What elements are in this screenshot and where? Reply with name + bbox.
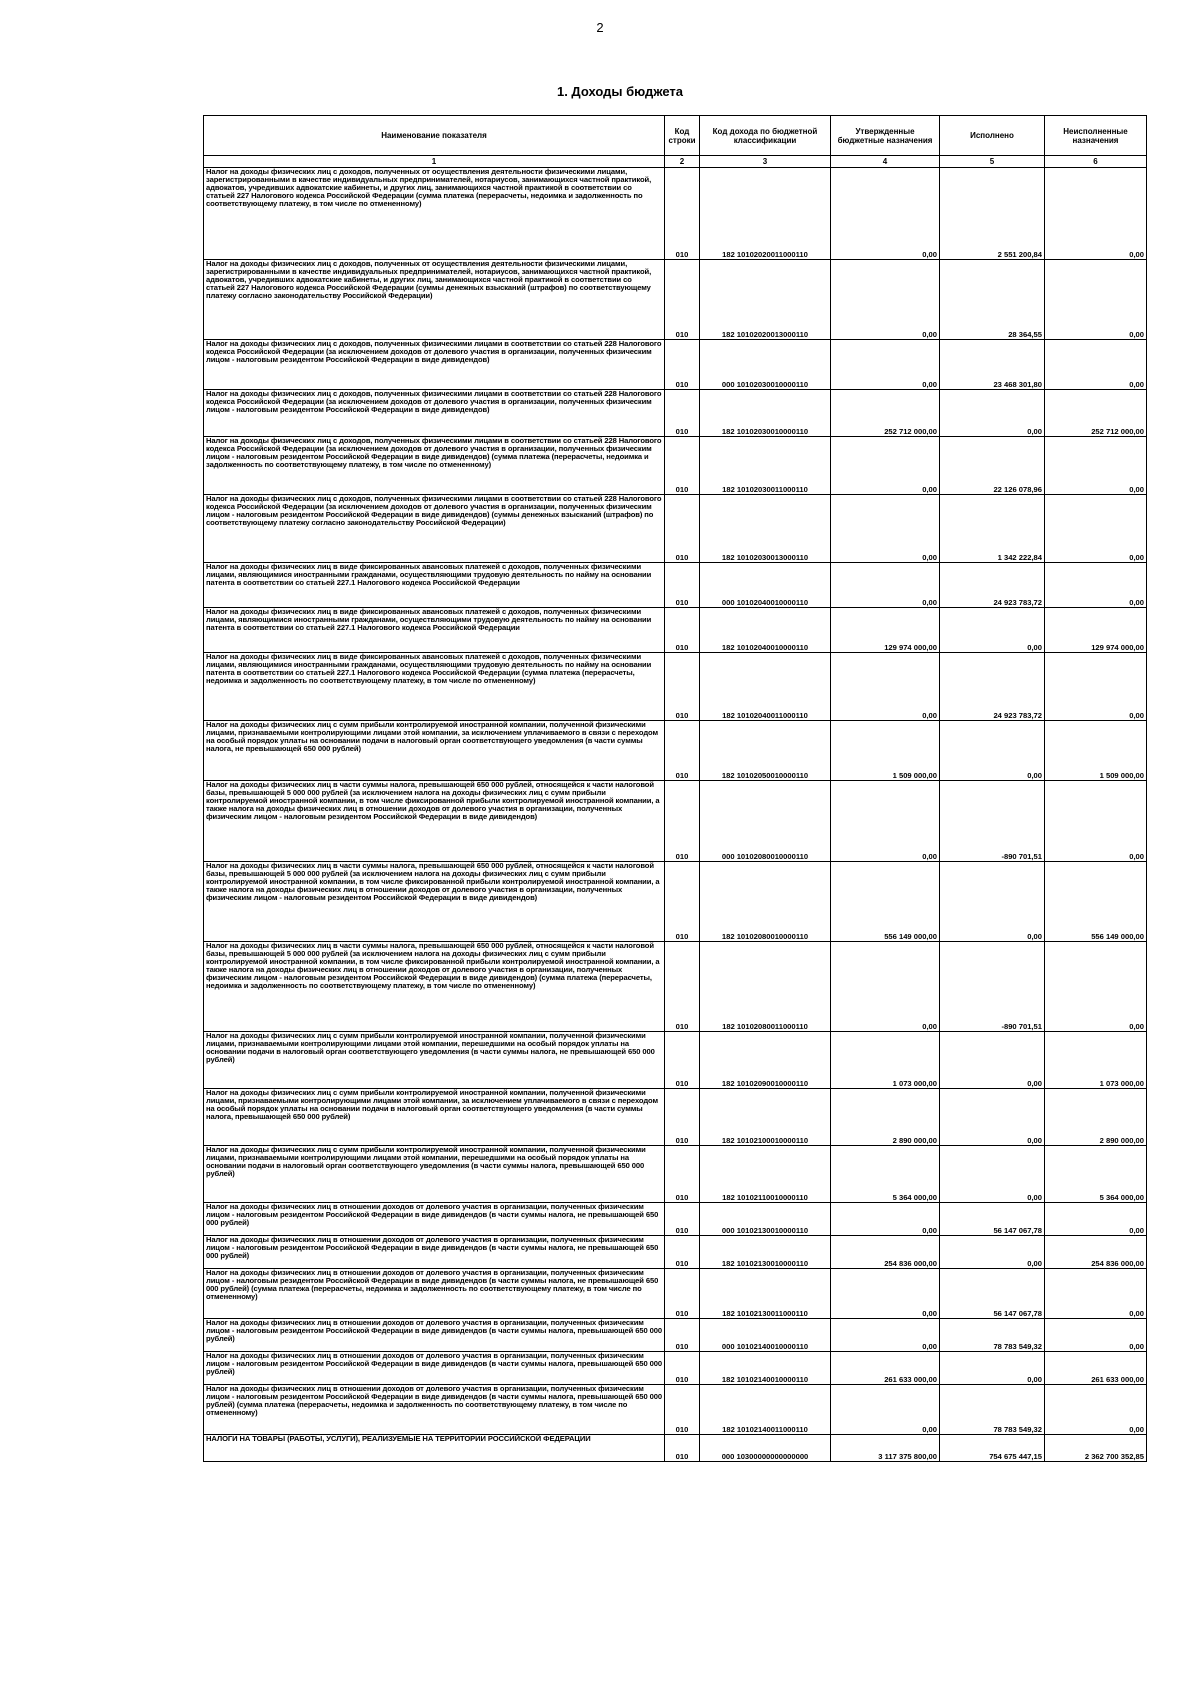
row-code-cell: 010 xyxy=(665,608,700,653)
column-number-row xyxy=(204,156,1147,168)
row-name-cell: Налог на доходы физических лиц в отношении доходов от долевого участия в организации, полученных физическим лицом - налоговым резидентом Российской Федерации в виде дивидендов (в части суммы налога, не превышающей 650 000 рублей) xyxy=(204,1236,665,1269)
row-executed-cell: 56 147 067,78 xyxy=(940,1269,1045,1319)
row-approved-cell: 261 633 000,00 xyxy=(831,1352,940,1385)
row-unexecuted-cell: 0,00 xyxy=(1045,1385,1147,1435)
table-row xyxy=(204,437,1147,495)
row-kbk-cell: 000 10102080010000110 xyxy=(700,781,831,862)
column-number: 2 xyxy=(665,156,700,168)
row-executed-cell: 0,00 xyxy=(940,1032,1045,1089)
row-kbk-cell: 182 10102020011000110 xyxy=(700,168,831,260)
row-code-cell: 010 xyxy=(665,1089,700,1146)
row-kbk-cell: 182 10102090010000110 xyxy=(700,1032,831,1089)
row-unexecuted-cell: 261 633 000,00 xyxy=(1045,1352,1147,1385)
row-executed-cell: 754 675 447,15 xyxy=(940,1435,1045,1462)
row-code-cell: 010 xyxy=(665,168,700,260)
row-code-cell: 010 xyxy=(665,1236,700,1269)
row-approved-cell: 1 509 000,00 xyxy=(831,721,940,781)
row-approved-cell: 252 712 000,00 xyxy=(831,390,940,437)
row-kbk-cell: 182 10102130011000110 xyxy=(700,1269,831,1319)
row-kbk-cell: 182 10102040011000110 xyxy=(700,653,831,721)
column-number: 4 xyxy=(831,156,940,168)
budget-revenue-table xyxy=(203,115,1147,1462)
row-executed-cell: 1 342 222,84 xyxy=(940,495,1045,563)
row-code-cell: 010 xyxy=(665,495,700,563)
row-unexecuted-cell: 0,00 xyxy=(1045,781,1147,862)
row-unexecuted-cell: 0,00 xyxy=(1045,260,1147,340)
row-approved-cell: 2 890 000,00 xyxy=(831,1089,940,1146)
row-executed-cell: 2 551 200,84 xyxy=(940,168,1045,260)
table-row xyxy=(204,721,1147,781)
row-unexecuted-cell: 254 836 000,00 xyxy=(1045,1236,1147,1269)
row-approved-cell: 0,00 xyxy=(831,437,940,495)
row-unexecuted-cell: 0,00 xyxy=(1045,340,1147,390)
row-name-cell: Налог на доходы физических лиц с доходов, полученных физическими лицами в соответствии со статьей 228 Налогового кодекса Российской Федерации (за исключением доходов от долевого участия в организации, полученных физическим лицом - налоговым резидентом Российской Федерации в виде дивидендов) xyxy=(204,340,665,390)
row-name-cell: Налог на доходы физических лиц с доходов, полученных физическими лицами в соответствии со статьей 228 Налогового кодекса Российской Федерации (за исключением доходов от долевого участия в организации, полученных физическим лицом - налоговым резидентом Российской Федерации в виде дивидендов) (сумма платежа (перерасчеты, недоимка и задолженность по соответствующему платежу, в том числе по отмененному) xyxy=(204,437,665,495)
row-kbk-cell: 182 10102130010000110 xyxy=(700,1236,831,1269)
row-executed-cell: 0,00 xyxy=(940,608,1045,653)
row-kbk-cell: 000 10102140010000110 xyxy=(700,1319,831,1352)
table-row xyxy=(204,1146,1147,1203)
row-kbk-cell: 182 10102020013000110 xyxy=(700,260,831,340)
table-row xyxy=(204,1032,1147,1089)
row-kbk-cell: 000 10102030010000110 xyxy=(700,340,831,390)
table-row xyxy=(204,862,1147,942)
row-kbk-cell: 182 10102080011000110 xyxy=(700,942,831,1032)
row-code-cell: 010 xyxy=(665,1203,700,1236)
row-approved-cell: 1 073 000,00 xyxy=(831,1032,940,1089)
page-number: 2 xyxy=(596,20,604,35)
row-unexecuted-cell: 0,00 xyxy=(1045,1319,1147,1352)
row-executed-cell: 0,00 xyxy=(940,1236,1045,1269)
row-unexecuted-cell: 556 149 000,00 xyxy=(1045,862,1147,942)
table-row xyxy=(204,942,1147,1032)
row-name-cell: Налог на доходы физических лиц в отношении доходов от долевого участия в организации, полученных физическим лицом - налоговым резидентом Российской Федерации в виде дивидендов (в части суммы налога, превышающей 650 000 рублей) xyxy=(204,1352,665,1385)
row-kbk-cell: 182 10102050010000110 xyxy=(700,721,831,781)
row-name-cell: Налог на доходы физических лиц с доходов, полученных физическими лицами в соответствии со статьей 228 Налогового кодекса Российской Федерации (за исключением доходов от долевого участия в организации, полученных физическим лицом - налоговым резидентом Российской Федерации в виде дивидендов) xyxy=(204,390,665,437)
row-unexecuted-cell: 5 364 000,00 xyxy=(1045,1146,1147,1203)
row-name-cell: Налог на доходы физических лиц с доходов, полученных от осуществления деятельности физическими лицами, зарегистрированными в качестве индивидуальных предпринимателей, нотариусов, занимающихся частной практикой, адвокатов, учредивших адвокатские кабинеты, и других лиц, занимающихся частной практикой в соответствии со статьей 227 Налогового кодекса Российской Федерации (сумма платежа (перерасчеты, недоимка и задолженность по соответствующему платежу, в том числе по отмененному) xyxy=(204,168,665,260)
column-number: 5 xyxy=(940,156,1045,168)
row-name-cell: Налог на доходы физических лиц в виде фиксированных авансовых платежей с доходов, полученных физическими лицами, являющимися иностранными гражданами, осуществляющими трудовую деятельность по найму на основании патента в соответствии со статьей 227.1 Налогового кодекса Российской Федерации xyxy=(204,608,665,653)
row-executed-cell: 24 923 783,72 xyxy=(940,563,1045,608)
row-unexecuted-cell: 0,00 xyxy=(1045,1203,1147,1236)
table-row xyxy=(204,1236,1147,1269)
row-name-cell: Налог на доходы физических лиц в виде фиксированных авансовых платежей с доходов, полученных физическими лицами, являющимися иностранными гражданами, осуществляющими трудовую деятельность по найму на основании патента в соответствии со статьей 227.1 Налогового кодекса Российской Федерации xyxy=(204,563,665,608)
table-row xyxy=(204,1269,1147,1319)
row-approved-cell: 556 149 000,00 xyxy=(831,862,940,942)
row-kbk-cell: 000 10102040010000110 xyxy=(700,563,831,608)
table-body xyxy=(204,168,1147,1462)
row-unexecuted-cell: 0,00 xyxy=(1045,653,1147,721)
row-unexecuted-cell: 252 712 000,00 xyxy=(1045,390,1147,437)
row-executed-cell: -890 701,51 xyxy=(940,781,1045,862)
row-unexecuted-cell: 0,00 xyxy=(1045,563,1147,608)
table-row xyxy=(204,168,1147,260)
row-unexecuted-cell: 0,00 xyxy=(1045,495,1147,563)
row-name-cell: Налог на доходы физических лиц с доходов, полученных от осуществления деятельности физическими лицами, зарегистрированными в качестве индивидуальных предпринимателей, нотариусов, занимающихся частной практикой, адвокатов, учредивших адвокатские кабинеты, и других лиц, занимающихся частной практикой в соответствии со статьей 227 Налогового кодекса Российской Федерации (суммы денежных взысканий (штрафов) по соответствующему платежу согласно законодательству Российской Федерации) xyxy=(204,260,665,340)
table-row xyxy=(204,495,1147,563)
row-approved-cell: 0,00 xyxy=(831,653,940,721)
row-approved-cell: 0,00 xyxy=(831,340,940,390)
header-unexecuted: Неисполненные назначения xyxy=(1045,116,1147,156)
row-approved-cell: 0,00 xyxy=(831,1203,940,1236)
row-approved-cell: 0,00 xyxy=(831,1385,940,1435)
row-kbk-cell: 182 10102030013000110 xyxy=(700,495,831,563)
row-unexecuted-cell: 0,00 xyxy=(1045,168,1147,260)
table-row xyxy=(204,563,1147,608)
table-row xyxy=(204,1203,1147,1236)
row-unexecuted-cell: 1 073 000,00 xyxy=(1045,1032,1147,1089)
row-approved-cell: 3 117 375 800,00 xyxy=(831,1435,940,1462)
row-code-cell: 010 xyxy=(665,721,700,781)
table-row xyxy=(204,608,1147,653)
row-unexecuted-cell: 1 509 000,00 xyxy=(1045,721,1147,781)
row-code-cell: 010 xyxy=(665,781,700,862)
row-approved-cell: 129 974 000,00 xyxy=(831,608,940,653)
table-row xyxy=(204,260,1147,340)
row-name-cell: Налог на доходы физических лиц в отношении доходов от долевого участия в организации, полученных физическим лицом - налоговым резидентом Российской Федерации в виде дивидендов (в части суммы налога, не превышающей 650 000 рублей) xyxy=(204,1203,665,1236)
row-code-cell: 010 xyxy=(665,563,700,608)
row-kbk-cell: 182 10102030011000110 xyxy=(700,437,831,495)
row-unexecuted-cell: 2 362 700 352,85 xyxy=(1045,1435,1147,1462)
row-code-cell: 010 xyxy=(665,260,700,340)
row-name-cell: Налог на доходы физических лиц в части суммы налога, превышающей 650 000 рублей, относящейся к части налоговой базы, превышающей 5 000 000 рублей (за исключением налога на доходы физических лиц с сумм прибыли контролируемой иностранной компании, в том числе фиксированной прибыли контролируемой иностранной компании, а также налога на доходы физических лиц в отношении доходов от долевого участия в организации, полученных физическим лицом - налоговым резидентом Российской Федерации в виде дивидендов) xyxy=(204,862,665,942)
row-name-cell: Налог на доходы физических лиц с сумм прибыли контролируемой иностранной компании, полученной физическими лицами, признаваемыми контролирующими лицами этой компании, за исключением уплачиваемого в связи с переходом на особый порядок уплаты на основании подачи в налоговый орган соответствующего уведомления (в части суммы налога, превышающей 650 000 рублей) xyxy=(204,1089,665,1146)
table-row xyxy=(204,1435,1147,1462)
row-approved-cell: 0,00 xyxy=(831,563,940,608)
row-code-cell: 010 xyxy=(665,1319,700,1352)
column-number: 6 xyxy=(1045,156,1147,168)
row-approved-cell: 5 364 000,00 xyxy=(831,1146,940,1203)
row-unexecuted-cell: 0,00 xyxy=(1045,942,1147,1032)
row-approved-cell: 0,00 xyxy=(831,495,940,563)
row-approved-cell: 0,00 xyxy=(831,1319,940,1352)
row-approved-cell: 0,00 xyxy=(831,168,940,260)
row-approved-cell: 0,00 xyxy=(831,781,940,862)
row-name-cell: Налог на доходы физических лиц в отношении доходов от долевого участия в организации, полученных физическим лицом - налоговым резидентом Российской Федерации в виде дивидендов (в части суммы налога, не превышающей 650 000 рублей) (сумма платежа (перерасчеты, недоимка и задолженность по соответствующему платежу, в том числе по отмененному) xyxy=(204,1269,665,1319)
row-executed-cell: 28 364,55 xyxy=(940,260,1045,340)
row-code-cell: 010 xyxy=(665,1385,700,1435)
row-name-cell: Налог на доходы физических лиц в виде фиксированных авансовых платежей с доходов, полученных физическими лицами, являющимися иностранными гражданами, осуществляющими трудовую деятельность по найму на основании патента в соответствии со статьей 227.1 Налогового кодекса Российской Федерации (сумма платежа (перерасчеты, недоимка и задолженность по соответствующему платежу, в том числе по отмененному) xyxy=(204,653,665,721)
row-code-cell: 010 xyxy=(665,437,700,495)
row-kbk-cell: 182 10102100010000110 xyxy=(700,1089,831,1146)
row-approved-cell: 0,00 xyxy=(831,942,940,1032)
table-row xyxy=(204,653,1147,721)
header-code: Код строки xyxy=(665,116,700,156)
table-row xyxy=(204,1352,1147,1385)
row-approved-cell: 0,00 xyxy=(831,260,940,340)
row-approved-cell: 254 836 000,00 xyxy=(831,1236,940,1269)
row-code-cell: 010 xyxy=(665,1269,700,1319)
row-executed-cell: 22 126 078,96 xyxy=(940,437,1045,495)
row-code-cell: 010 xyxy=(665,942,700,1032)
row-executed-cell: 0,00 xyxy=(940,1146,1045,1203)
row-executed-cell: 0,00 xyxy=(940,1089,1045,1146)
table-row xyxy=(204,1385,1147,1435)
header-kbk: Код дохода по бюджетной классификации xyxy=(700,116,831,156)
row-executed-cell: 78 783 549,32 xyxy=(940,1385,1045,1435)
row-code-cell: 010 xyxy=(665,653,700,721)
row-kbk-cell: 182 10102030010000110 xyxy=(700,390,831,437)
table-row xyxy=(204,1089,1147,1146)
row-executed-cell: 0,00 xyxy=(940,390,1045,437)
row-name-cell: Налог на доходы физических лиц в отношении доходов от долевого участия в организации, полученных физическим лицом - налоговым резидентом Российской Федерации в виде дивидендов (в части суммы налога, превышающей 650 000 рублей) (сумма платежа (перерасчеты, недоимка и задолженность по соответствующему платежу, в том числе по отмененному) xyxy=(204,1385,665,1435)
row-executed-cell: 23 468 301,80 xyxy=(940,340,1045,390)
row-kbk-cell: 182 10102140010000110 xyxy=(700,1352,831,1385)
row-name-cell: Налог на доходы физических лиц с доходов, полученных физическими лицами в соответствии со статьей 228 Налогового кодекса Российской Федерации (за исключением доходов от долевого участия в организации, полученных физическим лицом - налоговым резидентом Российской Федерации в виде дивидендов) (суммы денежных взысканий (штрафов) по соответствующему платежу согласно законодательству Российской Федерации) xyxy=(204,495,665,563)
column-number: 1 xyxy=(204,156,665,168)
row-executed-cell: 0,00 xyxy=(940,1352,1045,1385)
table-header-row xyxy=(204,116,1147,156)
row-code-cell: 010 xyxy=(665,340,700,390)
row-name-cell: Налог на доходы физических лиц в части суммы налога, превышающей 650 000 рублей, относящейся к части налоговой базы, превышающей 5 000 000 рублей (за исключением налога на доходы физических лиц с сумм прибыли контролируемой иностранной компании, в том числе фиксированной прибыли контролируемой иностранной компании, а также налога на доходы физических лиц в отношении доходов от долевого участия в организации, полученных физическим лицом - налоговым резидентом Российской Федерации в виде дивидендов) (сумма платежа (перерасчеты, недоимка и задолженность по соответствующему платежу, в том числе по отмененному) xyxy=(204,942,665,1032)
row-executed-cell: 24 923 783,72 xyxy=(940,653,1045,721)
row-name-cell: Налог на доходы физических лиц с сумм прибыли контролируемой иностранной компании, полученной физическими лицами, признаваемыми контролирующими лицами этой компании, перешедшими на особый порядок уплаты на основании подачи в налоговый орган соответствующего уведомления (в части суммы налога, не превышающей 650 000 рублей) xyxy=(204,1032,665,1089)
row-code-cell: 010 xyxy=(665,1352,700,1385)
header-approved: Утвержденные бюджетные назначения xyxy=(831,116,940,156)
row-name-cell: Налог на доходы физических лиц с сумм прибыли контролируемой иностранной компании, полученной физическими лицами, признаваемыми контролирующими лицами этой компании, перешедшими на особый порядок уплаты на основании подачи в налоговый орган соответствующего уведомления (в части суммы налога, превышающей 650 000 рублей) xyxy=(204,1146,665,1203)
table-row xyxy=(204,340,1147,390)
row-name-cell: Налог на доходы физических лиц в части суммы налога, превышающей 650 000 рублей, относящейся к части налоговой базы, превышающей 5 000 000 рублей (за исключением налога на доходы физических лиц с сумм прибыли контролируемой иностранной компании, в том числе фиксированной прибыли контролируемой иностранной компании, а также налога на доходы физических лиц в отношении доходов от долевого участия в организации, полученных физическим лицом - налоговым резидентом Российской Федерации в виде дивидендов) xyxy=(204,781,665,862)
row-name-cell: Налог на доходы физических лиц с сумм прибыли контролируемой иностранной компании, полученной физическими лицами, признаваемыми контролирующими лицами этой компании, за исключением уплачиваемого в связи с переходом на особый порядок уплаты на основании подачи в налоговый орган соответствующего уведомления (в части суммы налога, не превышающей 650 000 рублей) xyxy=(204,721,665,781)
row-code-cell: 010 xyxy=(665,1032,700,1089)
row-kbk-cell: 182 10102040010000110 xyxy=(700,608,831,653)
section-title: 1. Доходы бюджета xyxy=(556,84,684,99)
column-number: 3 xyxy=(700,156,831,168)
row-unexecuted-cell: 2 890 000,00 xyxy=(1045,1089,1147,1146)
row-code-cell: 010 xyxy=(665,862,700,942)
row-approved-cell: 0,00 xyxy=(831,1269,940,1319)
row-code-cell: 010 xyxy=(665,1146,700,1203)
row-unexecuted-cell: 0,00 xyxy=(1045,1269,1147,1319)
row-name-cell: Налог на доходы физических лиц в отношении доходов от долевого участия в организации, полученных физическим лицом - налоговым резидентом Российской Федерации в виде дивидендов (в части суммы налога, превышающей 650 000 рублей) xyxy=(204,1319,665,1352)
header-executed: Исполнено xyxy=(940,116,1045,156)
row-kbk-cell: 182 10102110010000110 xyxy=(700,1146,831,1203)
row-kbk-cell: 000 10300000000000000 xyxy=(700,1435,831,1462)
table-row xyxy=(204,1319,1147,1352)
table-row xyxy=(204,390,1147,437)
row-unexecuted-cell: 129 974 000,00 xyxy=(1045,608,1147,653)
row-kbk-cell: 182 10102080010000110 xyxy=(700,862,831,942)
row-executed-cell: 0,00 xyxy=(940,721,1045,781)
row-unexecuted-cell: 0,00 xyxy=(1045,437,1147,495)
row-kbk-cell: 182 10102140011000110 xyxy=(700,1385,831,1435)
header-name: Наименование показателя xyxy=(204,116,665,156)
row-executed-cell: 0,00 xyxy=(940,862,1045,942)
row-executed-cell: -890 701,51 xyxy=(940,942,1045,1032)
row-code-cell: 010 xyxy=(665,1435,700,1462)
row-executed-cell: 78 783 549,32 xyxy=(940,1319,1045,1352)
table-row xyxy=(204,781,1147,862)
row-kbk-cell: 000 10102130010000110 xyxy=(700,1203,831,1236)
row-executed-cell: 56 147 067,78 xyxy=(940,1203,1045,1236)
row-name-cell: НАЛОГИ НА ТОВАРЫ (РАБОТЫ, УСЛУГИ), РЕАЛИЗУЕМЫЕ НА ТЕРРИТОРИИ РОССИЙСКОЙ ФЕДЕРАЦИИ xyxy=(204,1435,665,1462)
row-code-cell: 010 xyxy=(665,390,700,437)
